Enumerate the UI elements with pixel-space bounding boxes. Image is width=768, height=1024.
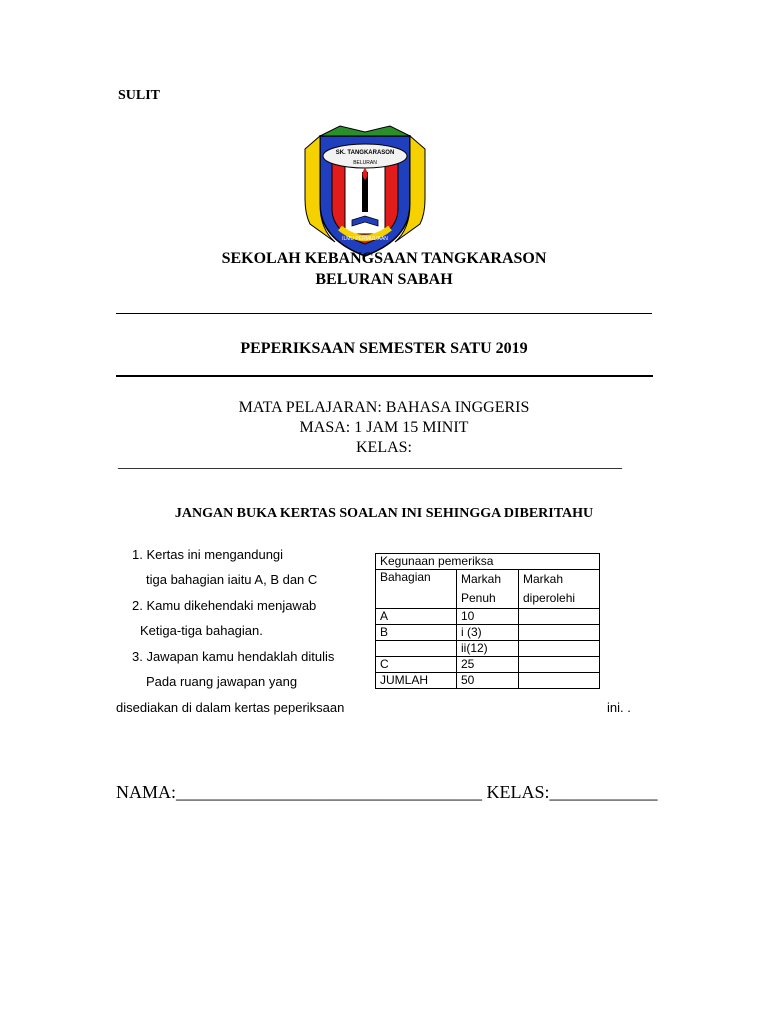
table-row [376,609,600,625]
school-crest-logo [300,124,430,259]
header-full-marks-line2: Penuh [461,591,496,605]
row-full-marks: ii(12) [457,641,519,657]
exam-title: PEPERIKSAAN SEMESTER SATU 2019 [240,340,528,357]
header-full-marks-line1: Markah [461,572,502,586]
instruction-3-end: ini. . [607,700,631,715]
row-section: C [376,657,457,673]
class-label: KELAS: [356,439,412,456]
table-row [376,673,600,689]
row-full-marks: 25 [457,657,519,673]
row-full-marks: 50 [457,673,519,689]
row-obtained-cell[interactable] [519,673,600,689]
student-info-line [116,782,658,803]
instruction-3-cont: Pada ruang jawapan yang [146,674,298,689]
table-row [376,657,600,673]
divider-line [116,313,652,314]
row-obtained-cell[interactable] [519,625,600,641]
header-section: Bahagian [376,570,457,609]
instruction-3: 3. Jawapan kamu hendaklah ditulis [132,649,335,664]
row-full-marks: i (3) [457,625,519,641]
header-marks-obtained-line2: diperolehi [523,591,576,605]
time-line: MASA: 1 JAM 15 MINIT [299,419,469,436]
row-section: A [376,609,457,625]
class-blank-line: _______________________________________________________________ [118,454,622,471]
instruction-2: 2. Kamu dikehendaki menjawab [132,598,317,613]
row-full-marks: 10 [457,609,519,625]
table-row [376,641,600,657]
logo-top-text: SK. TANGKARASON [335,150,395,156]
name-field[interactable]: __________________________________ [176,782,483,802]
header-marks-obtained [519,570,600,609]
school-name-line2: BELURAN SABAH [315,271,453,288]
row-section [376,641,457,657]
row-obtained-cell[interactable] [519,657,600,673]
name-label: NAMA: [116,782,177,802]
warning-notice: JANGAN BUKA KERTAS SOALAN INI SEHINGGA DIBERITAHU [174,506,594,521]
instruction-3-cont2: disediakan di dalam kertas peperiksaan [116,700,345,715]
header-marks-obtained-line1: Markah [523,572,564,586]
school-name-line1: SEKOLAH KEBANGSAAN TANGKARASON [221,250,547,267]
table-caption: Kegunaan pemeriksa [376,554,600,570]
examiner-marks-table [375,553,600,689]
class-field[interactable]: ____________ [549,782,658,802]
instruction-1-cont: tiga bahagian iaitu A, B dan C [146,572,318,587]
logo-bottom-text: ILMU PERMULIAAN [342,236,388,242]
row-obtained-cell[interactable] [519,641,600,657]
instruction-2-cont: Ketiga-tiga bahagian. [140,623,263,638]
subject-line: MATA PELAJARAN: BAHASA INGGERIS [238,399,530,416]
header-full-marks [457,570,519,609]
row-section: B [376,625,457,641]
instruction-1: 1. Kertas ini mengandungi [132,547,284,562]
divider-line-thick [116,375,653,377]
logo-middle-text: BELURAN [353,160,377,166]
table-row [376,625,600,641]
footer-class-label: KELAS: [486,782,550,802]
row-section: JUMLAH [376,673,457,689]
classification-label: SULIT [118,88,161,103]
row-obtained-cell[interactable] [519,609,600,625]
